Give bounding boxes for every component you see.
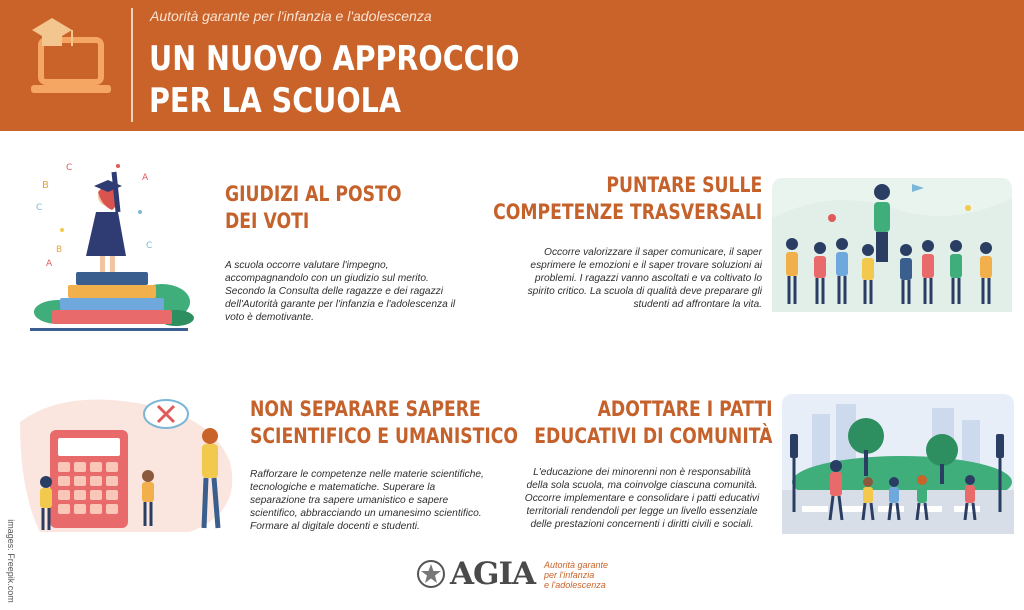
section-title-competenze — [493, 172, 762, 226]
body-line: Secondo la Consulta delle ragazze e dei ragazzi — [225, 286, 444, 298]
section-title-line: NON SEPARARE SAPERE — [250, 397, 481, 421]
svg-text:A: A — [46, 259, 53, 269]
calculator-with-children-illustration — [20, 392, 242, 538]
body-line: Rafforzare le competenze nelle materie scientifiche, — [250, 469, 484, 480]
logo-subtitle-line: e l'adolescenza — [544, 580, 606, 590]
section-title-line: ADOTTARE I PATTI — [597, 397, 772, 421]
page-title — [149, 38, 520, 122]
body-line: separazione tra sapere umanistico e sapere — [250, 495, 449, 507]
svg-text:C: C — [66, 163, 73, 173]
section-title-patti — [534, 396, 772, 450]
section-body-patti — [512, 466, 772, 531]
header-banner — [0, 0, 1024, 131]
laptop-graduation-cap-icon — [28, 16, 120, 108]
section-body-giudizi — [225, 259, 495, 324]
section-title-line: COMPETENZE TRASVERSALI — [492, 200, 762, 224]
header-organization: Autorità garante per l'infanzia e l'adolescenza — [150, 8, 432, 24]
section-title-line: GIUDIZI AL POSTO — [225, 182, 402, 206]
body-line: Occorre implementare e consolidare i patti educativi — [524, 493, 760, 505]
section-title-line: PUNTARE SULLE — [606, 173, 762, 197]
body-line: A scuola occorre valutare l'impegno, — [225, 260, 389, 271]
section-title-line: SCIENTIFICO E UMANISTICO — [250, 424, 519, 448]
section-title-giudizi — [225, 181, 401, 235]
svg-text:B: B — [42, 180, 49, 191]
svg-text:B: B — [56, 245, 63, 255]
graduate-on-books-illustration — [22, 152, 198, 338]
body-line: scientifico, abbracciando un umanesimo scientifico. — [250, 508, 482, 520]
body-line: delle prestazioni concernenti i diritti civili e sociali. — [530, 519, 754, 531]
body-line: voto è demotivante. — [225, 312, 314, 324]
teacher-with-students-illustration — [772, 178, 1012, 312]
italian-emblem-icon — [416, 558, 446, 590]
body-line: esprimere le emozioni e il saper trovare soluzioni ai — [530, 260, 762, 272]
logo-wordmark: AGIA — [450, 556, 536, 592]
section-body-sapere — [250, 468, 520, 533]
body-line: L'educazione dei minorenni non è responsabilità — [533, 467, 751, 478]
body-line: tecnologiche e matematiche. Superare la — [250, 482, 436, 494]
image-credit: images: Freepik.com — [6, 519, 16, 603]
body-line: accompagnandolo con un giudizio sul merito. — [225, 273, 429, 285]
body-line: spirito critico. La scuola di qualità deve preparare gli — [527, 286, 762, 298]
body-line: problemi. I ragazzi vanno ascoltati e va coltivato lo — [534, 273, 762, 285]
children-crossing-street-illustration — [782, 394, 1014, 534]
logo-subtitle — [544, 560, 608, 590]
body-line: territoriali rendendoli per legge un livello essenziale — [526, 506, 758, 518]
header-divider — [131, 8, 133, 122]
svg-text:C: C — [146, 241, 153, 251]
agia-logo — [416, 556, 636, 596]
page-title-line-1: UN NUOVO APPROCCIO — [149, 39, 520, 79]
section-title-sapere — [250, 396, 518, 450]
body-line: dell'Autorità garante per l'infanzia e l'adolescenza il — [225, 299, 456, 311]
body-line: studenti ad affrontare la vita. — [633, 299, 762, 311]
section-title-line: DEI VOTI — [225, 209, 310, 233]
body-line: Occorre valorizzare il saper comunicare, il saper — [544, 247, 762, 258]
body-line: Formare al digitale docenti e studenti. — [250, 521, 420, 533]
logo-subtitle-line: Autorità garante — [544, 560, 609, 570]
svg-text:A: A — [142, 173, 149, 183]
page-title-line-2: PER LA SCUOLA — [149, 81, 401, 121]
logo-subtitle-line: per l'infanzia — [544, 570, 595, 580]
svg-text:C: C — [36, 203, 43, 213]
section-body-competenze — [502, 246, 762, 311]
section-title-line: EDUCATIVI DI COMUNITÀ — [533, 424, 772, 448]
body-line: della sola scuola, ma coinvolge ciascuna comunità. — [526, 480, 758, 492]
